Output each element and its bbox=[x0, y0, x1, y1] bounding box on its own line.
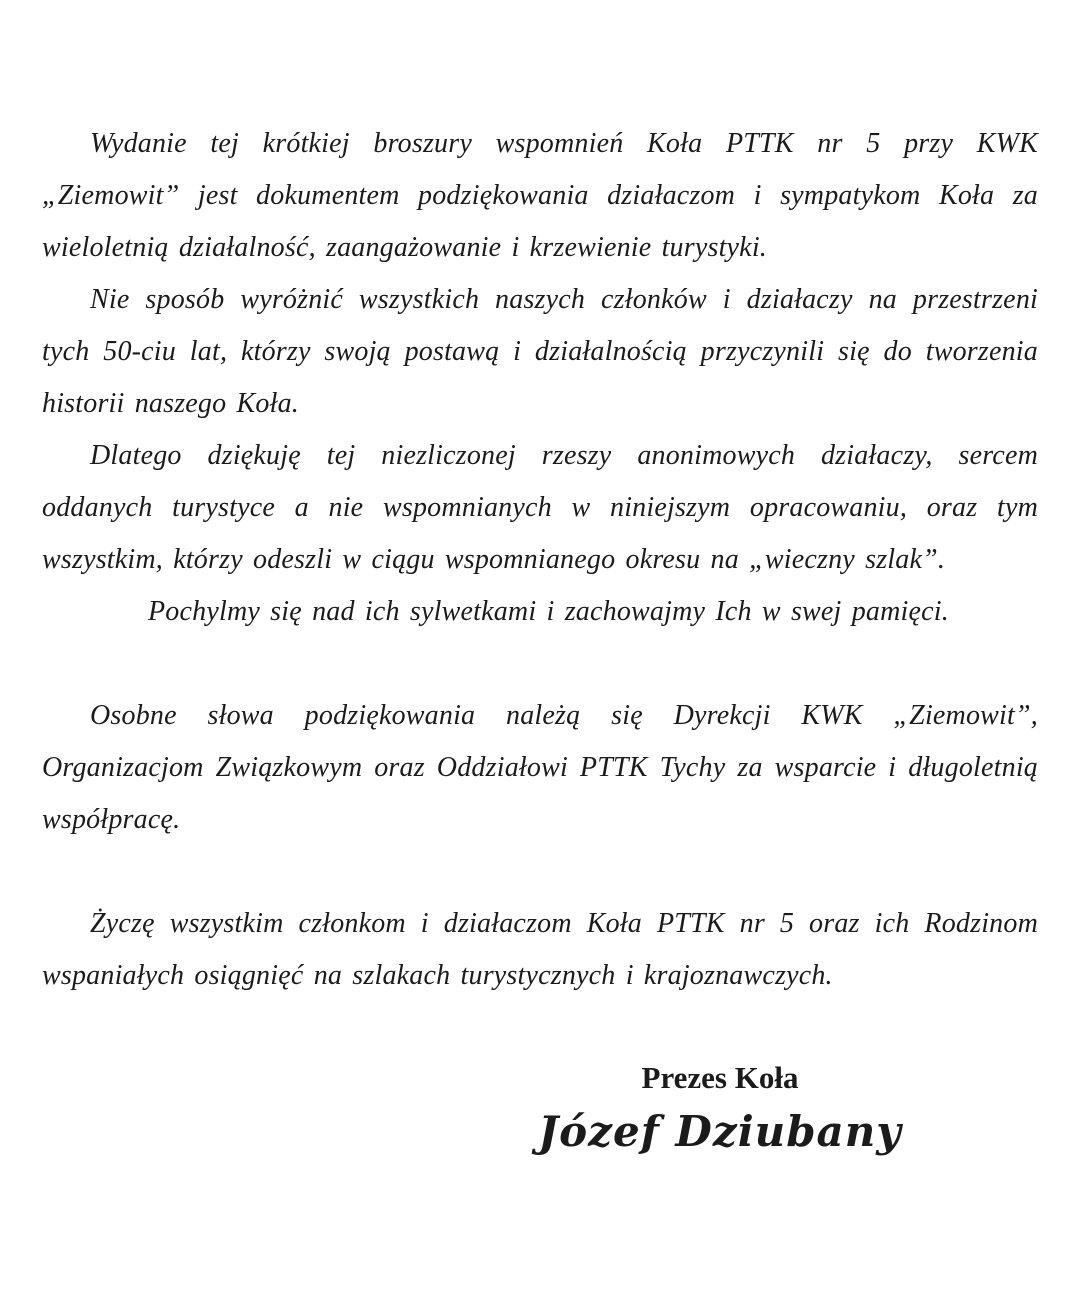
paragraph-remembrance-line: Pochylmy się nad ich sylwetkami i zachowajmy Ich w swej pamięci. bbox=[148, 596, 949, 627]
signature-block bbox=[520, 1058, 920, 1160]
paragraph-dedication-intro: Wydanie tej krótkiej broszury wspomnień Koła PTTK nr 5 przy KWK „Ziemowit” jest dokumentem podziękowania działaczom i sympatykom Koła za wieloletnią działalność, zaangażowanie i krzewienie turystyki. bbox=[42, 128, 1038, 263]
paragraph-anonymous-activists: Dlatego dziękuję tej niezliczonej rzeszy anonimowych działaczy, sercem oddanych turystyce a nie wspomnianych w niniejszym opracowaniu, oraz tym wszystkim, którzy odeszli w ciągu wspomnianego okresu na „wieczny szlak”. bbox=[42, 440, 1038, 575]
signature-title: Prezes Koła bbox=[641, 1060, 799, 1095]
paragraph-wishes: Życzę wszystkim członkom i działaczom Koła PTTK nr 5 oraz ich Rodzinom wspaniałych osiągnięć na szlakach turystycznych i krajoznawczych. bbox=[42, 908, 1038, 991]
paragraph-members-tribute: Nie sposób wyróżnić wszystkich naszych członków i działaczy na przestrzeni tych 50-ciu lat, którzy swoją postawą i działalnością przyczynili się do tworzenia historii naszego Koła. bbox=[42, 284, 1038, 419]
paragraph-thanks-organizations: Osobne słowa podziękowania należą się Dyrekcji KWK „Ziemowit”, Organizacjom Związkowym oraz Oddziałowi PTTK Tychy za wsparcie i długoletnią współpracę. bbox=[42, 700, 1038, 835]
text-block bbox=[42, 118, 1038, 1160]
signature-name: Józef Dziubany bbox=[538, 1107, 902, 1156]
